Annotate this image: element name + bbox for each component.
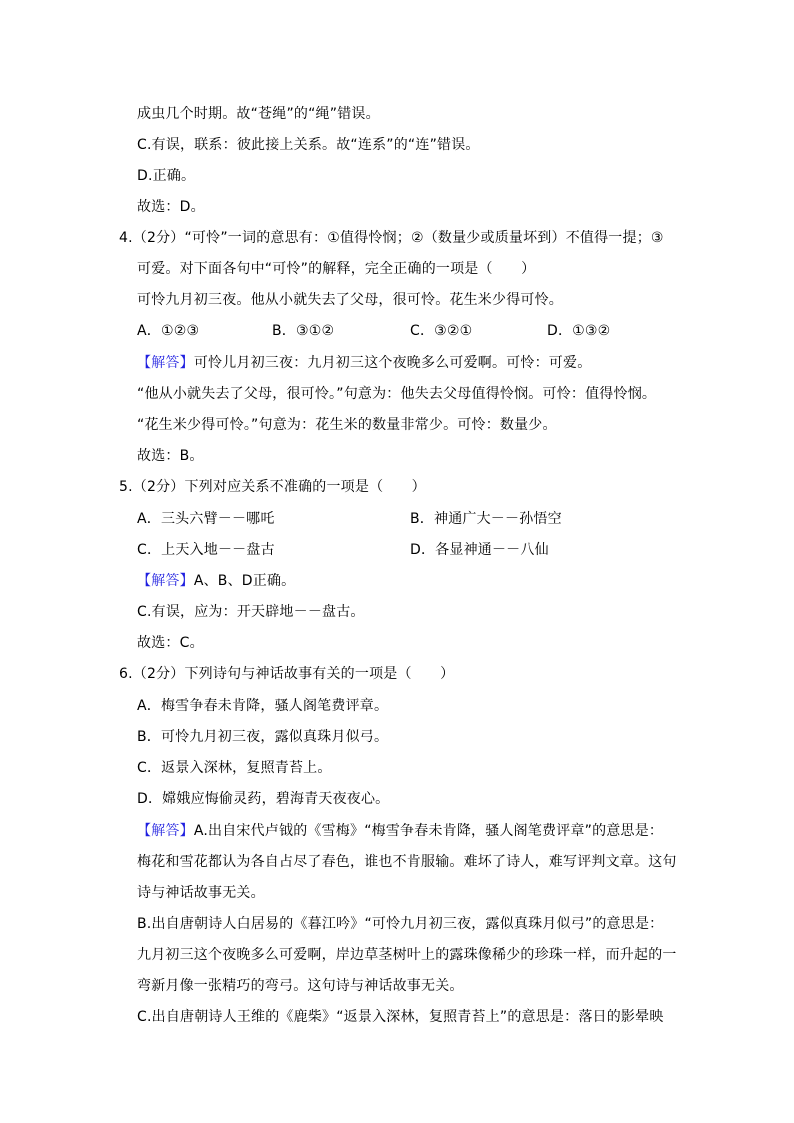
question-stem-text: “可怜”一词的意思有：①值得怜悯；②（数量少或质量坏到）不值得一提；③ [184, 230, 664, 246]
option-d: D．①③② [547, 323, 611, 339]
question-stem-line: 可爱。对下面各句中“可怜”的解释，完全正确的一项是（ ） [137, 261, 536, 277]
option-a: A．梅雪争春未肯降，骚人阁笔费评章。 [137, 698, 389, 714]
question-number: 5. [119, 479, 133, 495]
answer-line: C.有误，应为：开天辟地－－盘古。 [137, 604, 365, 620]
answer-line [137, 354, 591, 372]
question-stem-line: 可怜九月初三夜。他从小就失去了父母，很可怜。花生米少得可怜。 [137, 292, 563, 308]
question-number: 6. [119, 666, 133, 682]
question-6-stem [119, 665, 454, 683]
answer-line: 故选：B。 [137, 448, 204, 464]
answer-line: B.出自唐朝诗人白居易的《暮江吟》“可怜九月初三夜，露似真珠月似弓”的意思是： [137, 916, 664, 932]
answer-continuation-line: C.有误，联系：彼此接上关系。故“连系”的“连”错误。 [137, 137, 480, 153]
answer-continuation-line: 成虫几个时期。故“苍绳”的“绳”错误。 [137, 106, 380, 122]
answer-line: C.出自唐朝诗人王维的《鹿柴》“返景入深林，复照青苔上”的意思是：落日的影晕映 [137, 1009, 664, 1025]
answer-line: 弯新月像一张精巧的弯弓。这句诗与神话故事无关。 [137, 978, 464, 994]
question-4-stem [119, 229, 664, 247]
answer-continuation-line: D.正确。 [137, 168, 196, 184]
question-score: （2分） [132, 479, 185, 495]
question-number: 4. [119, 230, 133, 246]
answer-line: “花生米少得可怜。”句意为：花生米的数量非常少。可怜：数量少。 [137, 417, 557, 433]
option-a: A．①②③ [137, 323, 200, 339]
answer-tag: 【解答】 [137, 823, 194, 839]
question-score: （2分） [132, 230, 185, 246]
answer-line: 故选：C。 [137, 635, 204, 651]
question-5-stem [119, 478, 426, 496]
answer-text: A、B、D正确。 [193, 573, 296, 589]
answer-tag: 【解答】 [137, 573, 194, 589]
answer-line: “他从小就失去了父母，很可怜。”句意为：他失去父母值得怜悯。可怜：值得怜悯。 [137, 386, 657, 402]
question-stem-text: 下列诗句与神话故事有关的一项是（ ） [184, 666, 455, 682]
question-score: （2分） [132, 666, 185, 682]
answer-continuation-line: 故选：D。 [137, 199, 205, 215]
question-stem-text: 下列对应关系不准确的一项是（ ） [184, 479, 426, 495]
option-a: A．三头六臂－－哪吒 [137, 511, 275, 527]
answer-text: 可怜儿月初三夜：九月初三这个夜晚多么可爱啊。可怜：可爱。 [193, 355, 592, 371]
answer-line [137, 572, 295, 590]
option-b: B．神通广大－－孙悟空 [410, 511, 562, 527]
option-c: C．上天入地－－盘古 [137, 542, 275, 558]
option-d: D．各显神通－－八仙 [410, 542, 549, 558]
answer-line: 诗与神话故事无关。 [137, 885, 265, 901]
option-c: C．返景入深林，复照青苔上。 [137, 760, 332, 776]
answer-line: 九月初三这个夜晚多么可爱啊，岸边草茎树叶上的露珠像稀少的珍珠一样，而升起的一 [137, 947, 677, 963]
option-b: B．可怜九月初三夜，露似真珠月似弓。 [137, 729, 389, 745]
option-b: B．③①② [272, 323, 335, 339]
answer-line: 梅花和雪花都认为各自占尽了春色，谁也不肯服输。难坏了诗人，难写评判文章。这句 [137, 854, 677, 870]
answer-tag: 【解答】 [137, 355, 194, 371]
option-c: C．③②① [410, 323, 473, 339]
answer-text: A.出自宋代卢钺的《雪梅》“梅雪争春未肯降，骚人阁笔费评章”的意思是： [193, 823, 664, 839]
answer-line [137, 822, 663, 840]
option-d: D．嫦娥应悔偷灵药，碧海青天夜夜心。 [137, 791, 390, 807]
